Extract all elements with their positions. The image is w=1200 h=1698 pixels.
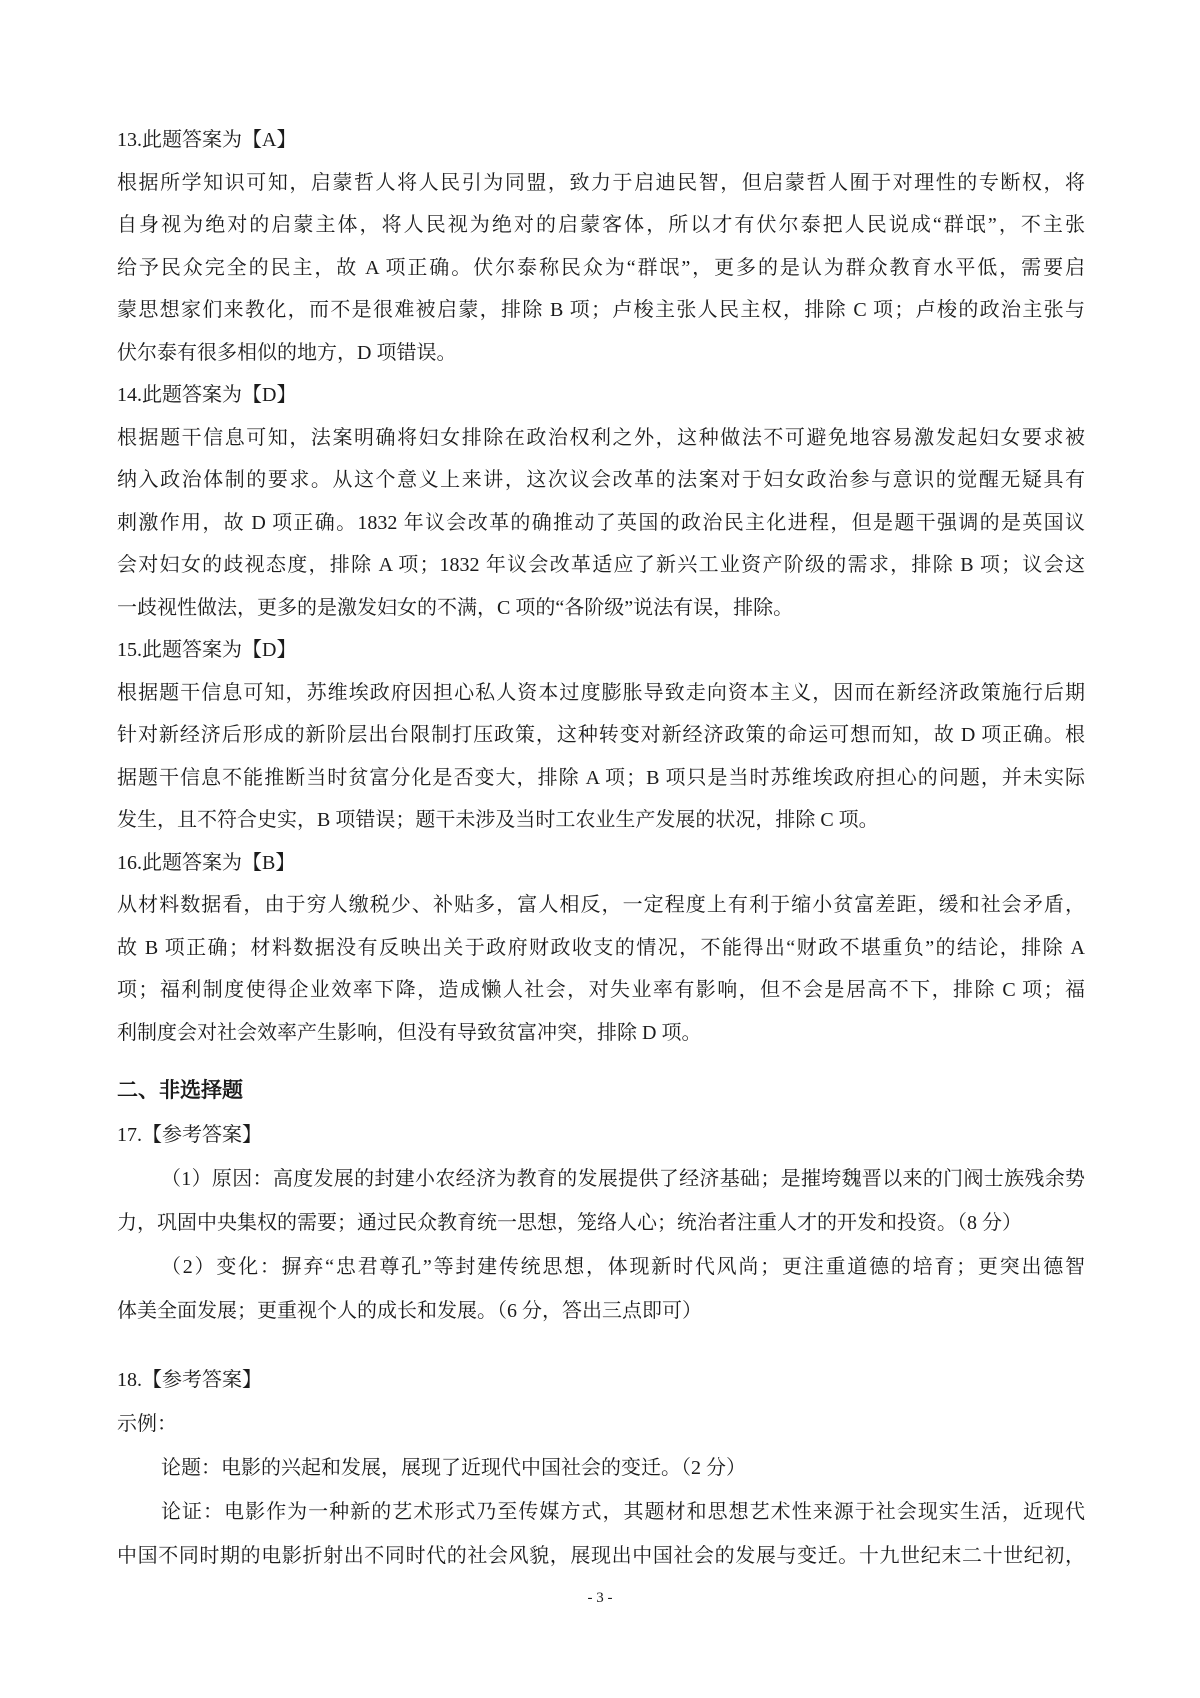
q17-change-line: 体美全面发展；更重视个人的成长和发展。（6 分，答出三点即可） [117, 1300, 702, 1322]
q17-title: 17.【参考答案】 [117, 1124, 262, 1146]
answer-line: 刺激作用，故 D 项正确。1832 年议会改革的确推动了英国的政治民主化进程，但是题干强调的是英国议 [117, 511, 1085, 534]
answer-line: 自身视为绝对的启蒙主体，将人民视为绝对的启蒙客体，所以才有伏尔泰把人民说成“群氓”，不主张 [117, 214, 1085, 236]
section-heading: 二、非选择题 [117, 1079, 243, 1102]
answer-line: 针对新经济后形成的新阶层出台限制打压政策，这种转变对新经济政策的命运可想而知，故 D 项正确。根 [117, 724, 1085, 746]
q18-block [117, 1358, 1085, 1578]
answer-line: 一歧视性做法，更多的是激发妇女的不满，C 项的“各阶级”说法有误，排除。 [117, 596, 794, 619]
q17-reason-line: 力，巩固中央集权的需要；通过民众教育统一思想，笼络人心；统治者注重人才的开发和投资。（8 分） [117, 1212, 1022, 1234]
answer-line: 伏尔泰有很多相似的地方，D 项错误。 [117, 341, 457, 364]
answer-line: 根据题干信息可知，苏维埃政府因担心私人资本过度膨胀导致走向资本主义，因而在新经济政策施行后期 [117, 681, 1085, 704]
answer-14 [117, 374, 1085, 629]
q18-argument-line: 中国不同时期的电影折射出不同时代的社会风貌，展现出中国社会的发展与变迁。十九世纪末二十世纪初， [117, 1545, 1085, 1567]
answer-line: 从材料数据看，由于穷人缴税少、补贴多，富人相反，一定程度上有利于缩小贫富差距，缓和社会矛盾， [117, 894, 1085, 916]
answer-title: 14.此题答案为【D】 [117, 384, 297, 406]
answer-line: 会对妇女的歧视态度，排除 A 项；1832 年议会改革适应了新兴工业资产阶级的需求，排除 B 项；议会这 [117, 554, 1085, 576]
answer-line: 根据题干信息可知，法案明确将妇女排除在政治权利之外，这种做法不可避免地容易激发起妇女要求被 [117, 426, 1085, 449]
answer-line: 据题干信息不能推断当时贫富分化是否变大，排除 A 项；B 项只是当时苏维埃政府担心的问题，并未实际 [117, 766, 1085, 789]
q17-change-line: （2）变化：摒弃“忠君尊孔”等封建传统思想，体现新时代风尚；更注重道德的培育；更突出德智 [161, 1256, 1085, 1278]
q18-topic: 论题：电影的兴起和发展，展现了近现代中国社会的变迁。（2 分） [161, 1457, 746, 1479]
answer-line: 给予民众完全的民主，故 A 项正确。伏尔泰称民众为“群氓”，更多的是认为群众教育水平低，需要启 [117, 256, 1085, 279]
answer-line: 发生，且不符合史实，B 项错误；题干未涉及当时工农业生产发展的状况，排除 C 项。 [117, 809, 879, 831]
q18-example-label: 示例： [117, 1413, 177, 1435]
page-number: - 3 - [587, 1590, 613, 1606]
answer-13 [117, 119, 1085, 374]
answer-title: 15.此题答案为【D】 [117, 639, 297, 661]
answer-title: 13.此题答案为【A】 [117, 129, 297, 151]
answer-line: 项；福利制度使得企业效率下降，造成懒人社会，对失业率有影响，但不会是居高不下，排除 C 项；福 [117, 979, 1085, 1001]
answer-15 [117, 629, 1085, 842]
answer-line: 根据所学知识可知，启蒙哲人将人民引为同盟，致力于启迪民智，但启蒙哲人囿于对理性的专断权，将 [117, 171, 1085, 194]
q18-title: 18.【参考答案】 [117, 1369, 262, 1391]
q18-argument-line: 论证：电影作为一种新的艺术形式乃至传媒方式，其题材和思想艺术性来源于社会现实生活，近现代 [161, 1501, 1085, 1523]
answer-title: 16.此题答案为【B】 [117, 851, 296, 874]
answer-line: 纳入政治体制的要求。从这个意义上来讲，这次议会改革的法案对于妇女政治参与意识的觉醒无疑具有 [117, 469, 1085, 491]
answer-line: 故 B 项正确；材料数据没有反映出关于政府财政收支的情况，不能得出“财政不堪重负”的结论，排除 A [117, 936, 1085, 959]
answer-content [117, 119, 1085, 1578]
q17-reason-line: （1）原因：高度发展的封建小农经济为教育的发展提供了经济基础；是摧垮魏晋以来的门阀士族残余势 [161, 1168, 1085, 1190]
answer-line: 利制度会对社会效率产生影响，但没有导致贫富冲突，排除 D 项。 [117, 1021, 702, 1044]
answer-line: 蒙思想家们来教化，而不是很难被启蒙，排除 B 项；卢梭主张人民主权，排除 C 项；卢梭的政治主张与 [117, 299, 1085, 321]
answer-16 [117, 842, 1085, 1055]
non-choice-section [117, 1069, 1085, 1333]
